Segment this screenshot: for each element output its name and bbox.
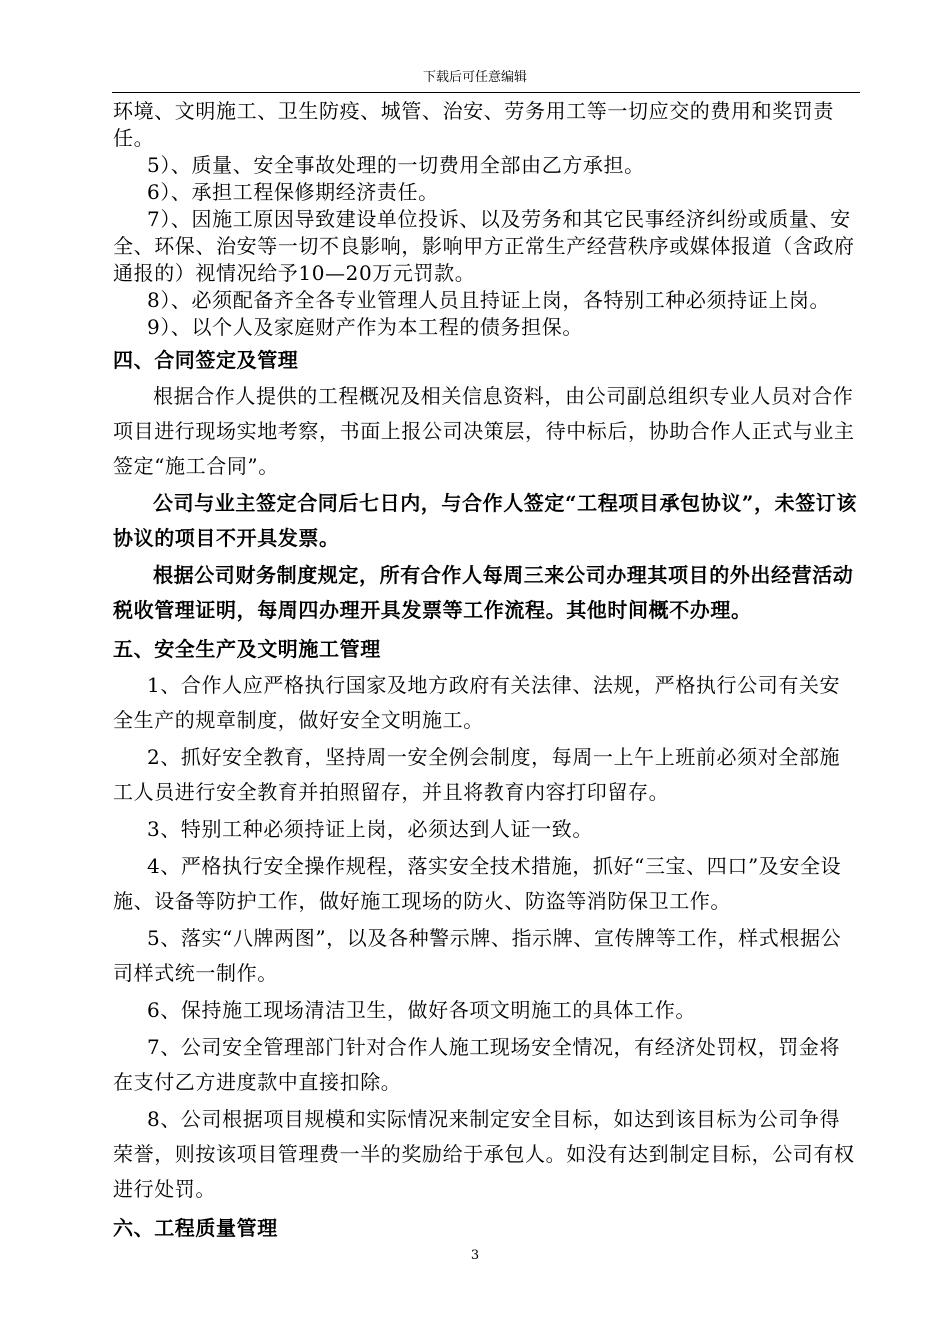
list-item-8: 8）、必须配备齐全各专业管理人员且持证上岗，各特别工种必须持证上岗。 (147, 288, 831, 312)
safety-item-8: 8、公司根据项目规模和实际情况来制定安全目标，如达到该目标为公司争得荣誉，则按该项目管理费一半的奖励给于承包人。如没有达到制定目标，公司有权进行处罚。 (113, 1107, 855, 1201)
header-divider (112, 92, 860, 93)
paragraph-contract-bold-1: 公司与业主签定合同后七日内，与合作人签定“工程项目承包协议”，未签订该协议的项目不开具发票。 (113, 491, 858, 550)
list-item-9: 9）、以个人及家庭财产作为本工程的债务担保。 (147, 315, 583, 339)
list-item-7: 7）、因施工原因导致建设单位投诉、以及劳务和其它民事经济纠纷或质量、安全、环保、治安等一切不良影响，影响甲方正常生产经营秩序或媒体报道（含政府通报的）视情况给予10—20万元罚款。 (113, 207, 855, 285)
list-item-5: 5）、质量、安全事故处理的一切费用全部由乙方承担。 (147, 153, 645, 177)
safety-item-5: 5、落实“八牌两图”，以及各种警示牌、指示牌、宣传牌等工作，样式根据公司样式统一制作。 (113, 926, 842, 985)
page-number: 3 (470, 1248, 480, 1263)
safety-item-2: 2、抓好安全教育，坚持周一安全例会制度，每周一上午上班前必须对全部施工人员进行安全教育并拍照留存，并且将教育内容打印留存。 (113, 745, 841, 804)
section-heading-5: 五、安全生产及文明施工管理 (113, 637, 381, 661)
safety-item-3: 3、特别工种必须持证上岗，必须达到人证一致。 (147, 817, 593, 841)
paragraph-contract-intro: 根据合作人提供的工程概况及相关信息资料，由公司副总组织专业人员对合作项目进行现场实地考察，书面上报公司决策层，待中标后，协助合作人正式与业主签定“施工合同”。 (113, 384, 855, 478)
safety-item-4: 4、严格执行安全操作规程，落实安全技术措施，抓好“三宝、四口”及安全设施、设备等防护工作，做好施工现场的防火、防盗等消防保卫工作。 (113, 854, 842, 913)
safety-item-6: 6、保持施工现场清洁卫生，做好各项文明施工的具体工作。 (147, 998, 696, 1022)
safety-item-7: 7、公司安全管理部门针对合作人施工现场安全情况，有经济处罚权，罚金将在支付乙方进度款中直接扣除。 (113, 1035, 841, 1094)
section-heading-4: 四、合同签定及管理 (113, 348, 299, 372)
list-item-6: 6）、承担工程保修期经济责任。 (147, 180, 439, 204)
header-note: 下载后可任意编辑 (422, 70, 527, 85)
section-heading-6: 六、工程质量管理 (113, 1216, 278, 1240)
paragraph-contract-bold-2: 根据公司财务制度规定，所有合作人每周三来公司办理其项目的外出经营活动税收管理证明，每周四办理开具发票等工作流程。其他时间概不办理。 (113, 563, 854, 622)
paragraph-continued: 环境、文明施工、卫生防疫、城管、治安、劳务用工等一切应交的费用和奖罚责任。 (113, 99, 834, 150)
safety-item-1: 1、合作人应严格执行国家及地方政府有关法律、法规，严格执行公司有关安全生产的规章制度，做好安全文明施工。 (113, 673, 841, 732)
document-body (113, 98, 858, 1247)
